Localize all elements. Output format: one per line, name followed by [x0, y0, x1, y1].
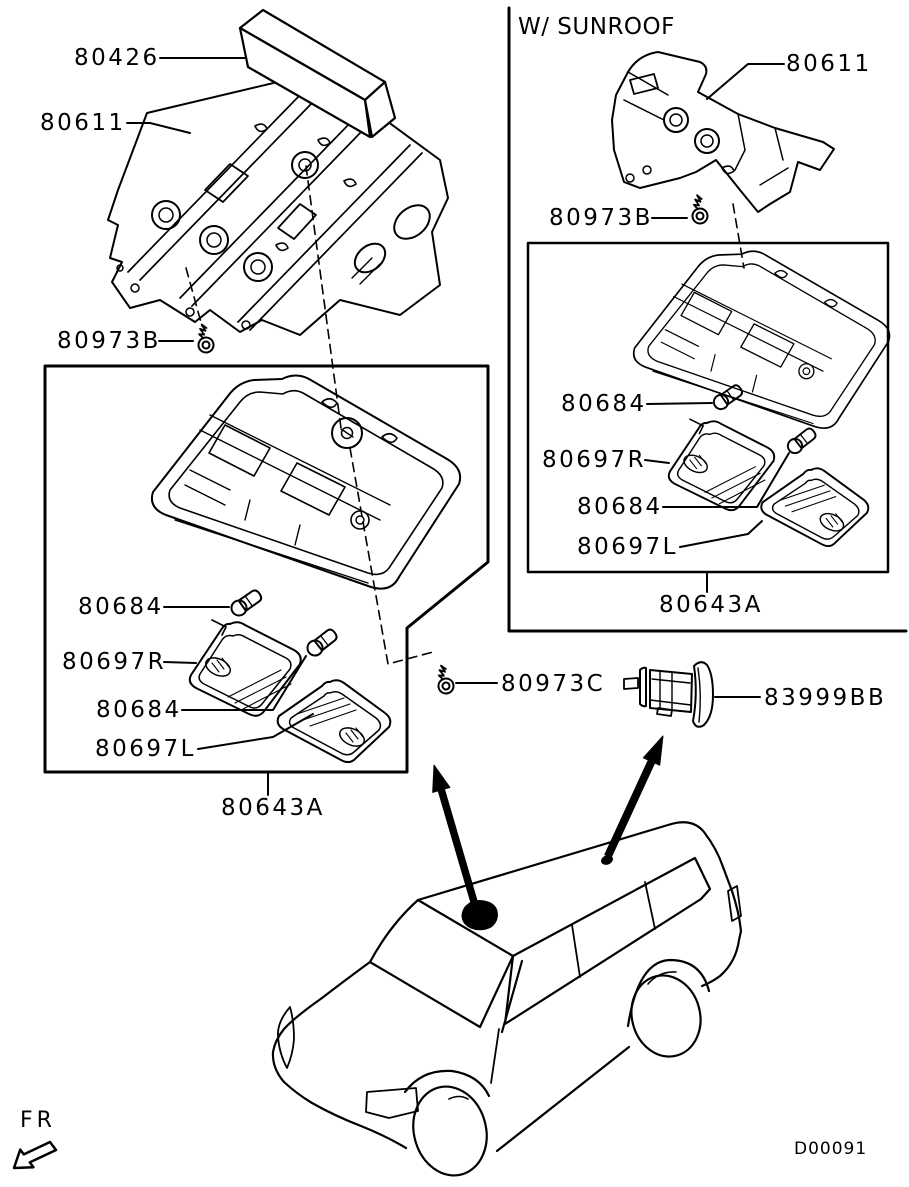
- bulb-rear-standard: [304, 627, 339, 659]
- lamp-lens-left-standard: [278, 680, 391, 762]
- lamp-lens-right-sunroof: [669, 419, 774, 510]
- lamp-lens-right-standard: [190, 620, 301, 716]
- location-arrows: [433, 736, 663, 913]
- part-label-80684-sunroof-front: 80684: [561, 391, 647, 417]
- part-label-80611-standard: 80611: [40, 110, 126, 136]
- part-label-80697L-sunroof: 80697L: [577, 534, 678, 560]
- part-label-80697R-standard: 80697R: [62, 649, 167, 675]
- fog-lamp: [366, 1088, 418, 1118]
- pad-80426-drawing: [240, 10, 395, 137]
- overhead-console-drawing-standard: [152, 376, 460, 589]
- vehicle-drawing: [273, 822, 741, 1184]
- part-label-80973C: 80973C: [501, 671, 606, 697]
- sunroof-switch-drawing: [624, 662, 713, 727]
- lamp-lens-left-sunroof: [761, 468, 868, 546]
- bulb-front-standard: [229, 588, 264, 619]
- part-label-80643A-standard: 80643A: [221, 795, 325, 821]
- screw-80973B-sunroof: [690, 194, 709, 224]
- screw-80973B-standard: [194, 323, 215, 354]
- fr-direction-label: FR: [20, 1108, 56, 1133]
- front-wheel: [404, 1078, 497, 1184]
- console-location-arrow: [433, 765, 480, 913]
- assembly-dashed-lines: [186, 166, 744, 664]
- part-label-80643A-sunroof: 80643A: [659, 592, 763, 618]
- part-label-80684-sunroof-rear: 80684: [577, 494, 663, 520]
- sunroof-section-frame: [509, 8, 906, 631]
- part-label-80426: 80426: [74, 45, 160, 71]
- bulb-front-sunroof: [711, 383, 744, 412]
- overhead-console-drawing-sunroof: [634, 251, 890, 428]
- sunroof-section-label: W/ SUNROOF: [518, 14, 675, 40]
- headlight: [278, 1007, 294, 1068]
- part-label-83999BB: 83999BB: [764, 685, 887, 711]
- part-label-80684-standard-rear: 80684: [96, 697, 182, 723]
- part-label-80611-sunroof: 80611: [786, 51, 872, 77]
- switch-location-arrow: [605, 736, 663, 857]
- part-label-80973B-sunroof: 80973B: [549, 205, 653, 231]
- screw-80973C: [434, 664, 455, 695]
- roof-bracket-drawing-standard: [108, 72, 448, 335]
- side-windows: [505, 858, 710, 1024]
- console-location-marker: [462, 901, 497, 930]
- part-label-80973B-standard: 80973B: [57, 328, 161, 354]
- part-label-80697L-standard: 80697L: [95, 736, 196, 762]
- part-label-80697R-sunroof: 80697R: [542, 447, 647, 473]
- fr-arrow: [14, 1142, 56, 1168]
- bulb-rear-sunroof: [785, 426, 818, 456]
- figure-code-label: D00091: [794, 1139, 868, 1159]
- part-label-80684-standard-front: 80684: [78, 594, 164, 620]
- rear-wheel: [623, 968, 710, 1065]
